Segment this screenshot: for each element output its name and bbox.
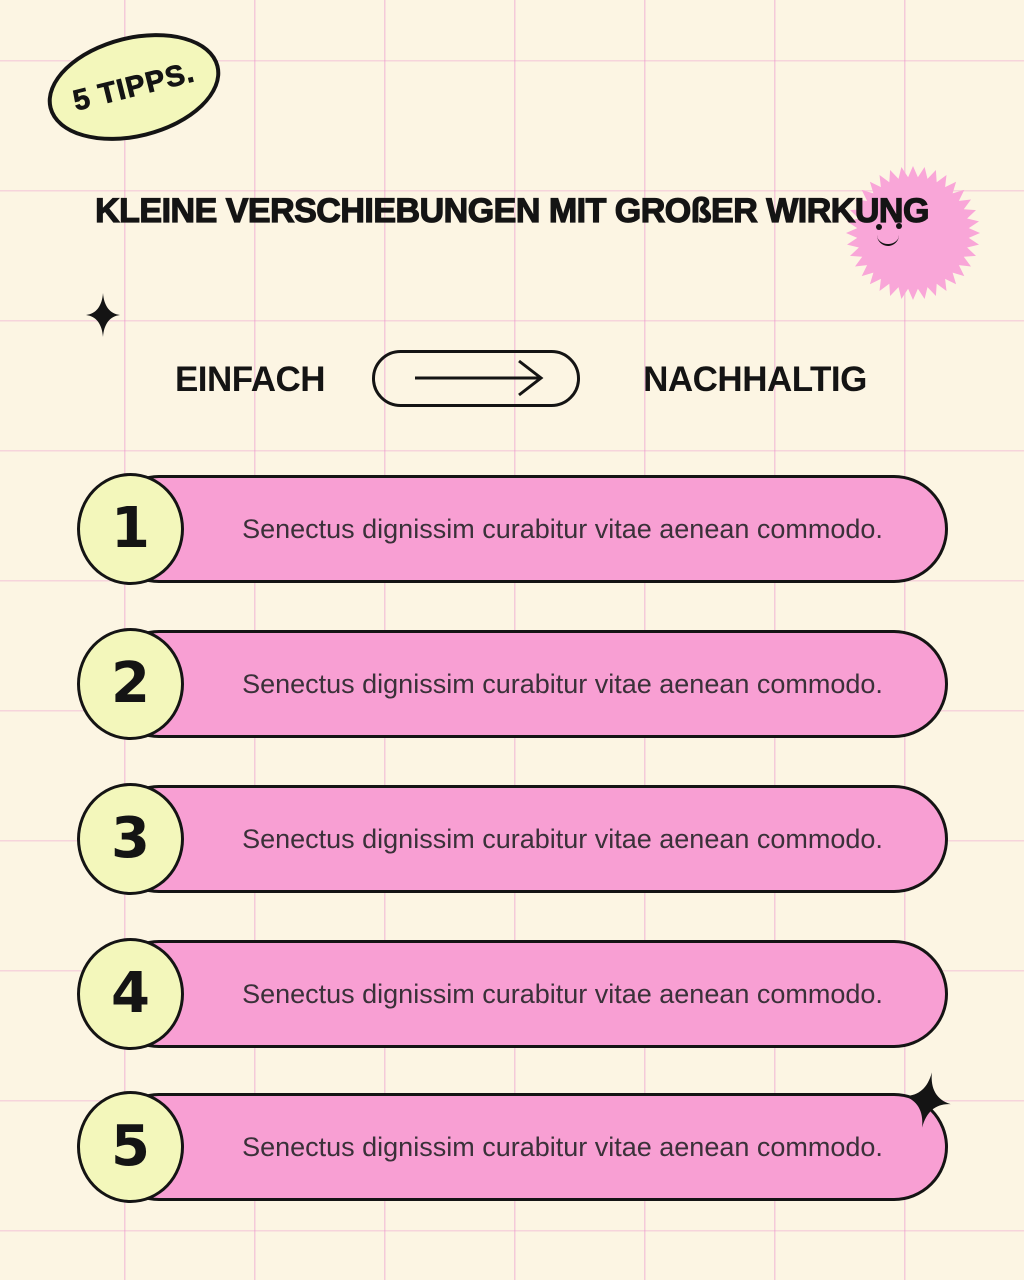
tip-number: 1 — [111, 496, 150, 561]
smiley-mouth — [877, 232, 899, 246]
tip-row-2-text: Senectus dignissim curabitur vitae aenean commodo. — [242, 668, 883, 699]
tip-row-5-number-circle — [77, 1091, 184, 1203]
tips-count-badge — [36, 16, 231, 158]
starburst-smiley-icon — [846, 166, 980, 300]
tip-row-4-text: Senectus dignissim curabitur vitae aenean commodo. — [242, 978, 883, 1009]
tip-number: 3 — [111, 806, 150, 871]
tip-row-1-text: Senectus dignissim curabitur vitae aenean commodo. — [242, 513, 883, 544]
tips-count-label: 5 TIPPS. — [69, 55, 198, 118]
tip-row-3-number-circle — [77, 783, 184, 895]
right-arrow-icon — [375, 353, 576, 403]
flow-from-label: EINFACH — [174, 360, 326, 399]
arrow-capsule — [372, 350, 580, 407]
tip-row-5-text: Senectus dignissim curabitur vitae aenean commodo. — [242, 1131, 883, 1162]
smiley-face-icon — [846, 166, 980, 300]
page-title: KLEINE VERSCHIEBUNGEN MIT GROßER WIRKUNG — [95, 192, 929, 230]
tip-row-1-number-circle — [77, 473, 184, 585]
tip-number: 5 — [111, 1114, 150, 1179]
sparkle-icon — [899, 1068, 956, 1131]
tip-number: 4 — [111, 961, 150, 1026]
tip-row-3-text: Senectus dignissim curabitur vitae aenean commodo. — [242, 823, 883, 854]
tip-row-4-number-circle — [77, 938, 184, 1050]
sparkle-icon — [86, 293, 120, 337]
tip-row-2-number-circle — [77, 628, 184, 740]
tip-number: 2 — [111, 651, 150, 716]
flow-to-label: NACHHALTIG — [643, 360, 867, 399]
